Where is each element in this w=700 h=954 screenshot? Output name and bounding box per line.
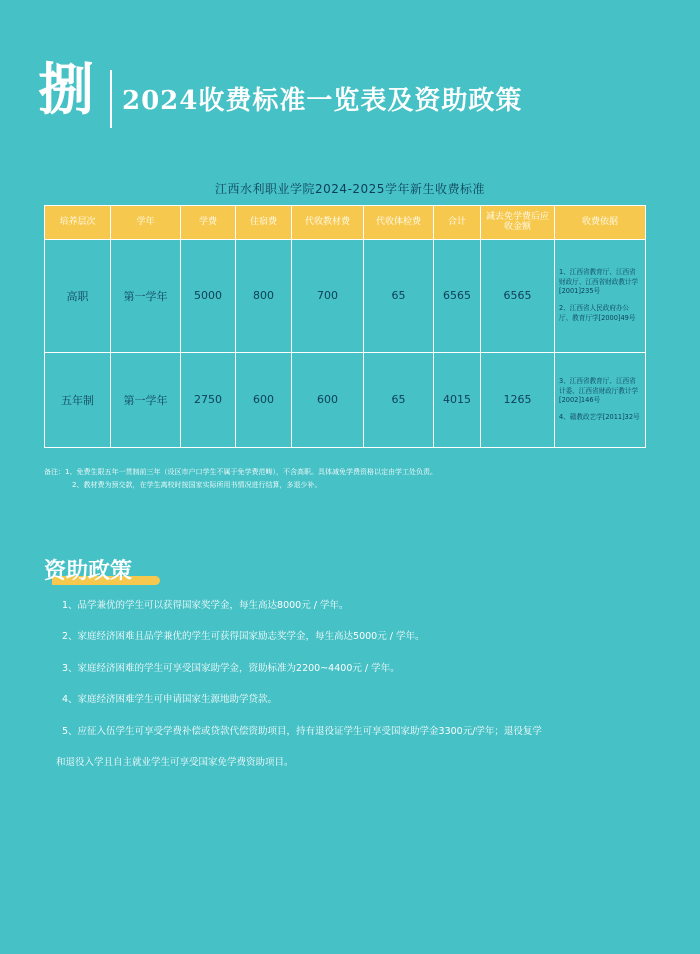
year-cell: 第一学年 bbox=[111, 240, 181, 353]
page-title: 2024收费标准一览表及资助政策 bbox=[122, 86, 523, 116]
policy-item: 2、家庭经济困难且品学兼优的学生可获得国家励志奖学金，每生高达5000元 / 学年。 bbox=[62, 631, 425, 643]
fee-table bbox=[44, 205, 646, 448]
after-waiver-cell: 6565 bbox=[481, 240, 555, 353]
tuition-cell: 5000 bbox=[181, 240, 236, 353]
column-header: 合计 bbox=[434, 206, 481, 240]
section-number-char: 捌 bbox=[38, 57, 94, 123]
column-header: 学年 bbox=[111, 206, 181, 240]
column-header: 学费 bbox=[181, 206, 236, 240]
column-header: 住宿费 bbox=[236, 206, 292, 240]
basis-text: 2、江西省人民政府办公厅、教育厅学[2000]49号 bbox=[559, 304, 636, 323]
fee-table-title: 江西水利职业学院2024-2025学年新生收费标准 bbox=[215, 182, 485, 196]
basis-text: 4、赣教政艺学[2011]32号 bbox=[559, 413, 640, 422]
policy-item: 4、家庭经济困难学生可申请国家生源地助学贷款。 bbox=[62, 694, 278, 706]
policy-list bbox=[56, 600, 672, 788]
column-header: 减去免学费后应收金额 bbox=[481, 206, 555, 240]
fee-table-header-row bbox=[45, 206, 646, 240]
basis-text: 1、江西省教育厅、江西省财政厅、江西省财政教计学[2001]235号 bbox=[559, 267, 639, 296]
policy-item-continuation: 和退役入学且自主就业学生可享受国家免学费资助项目。 bbox=[56, 756, 294, 768]
column-header: 代收体检费 bbox=[364, 206, 434, 240]
textbook-fee-cell: 600 bbox=[292, 352, 364, 447]
total-cell: 4015 bbox=[434, 352, 481, 447]
fee-table-notes bbox=[44, 466, 664, 493]
table-row bbox=[45, 352, 646, 447]
column-header: 收费依据 bbox=[555, 206, 646, 240]
title-divider bbox=[110, 70, 112, 128]
physical-exam-fee-cell: 65 bbox=[364, 352, 434, 447]
column-header: 代收教材费 bbox=[292, 206, 364, 240]
basis-text: 3、江西省教育厅、江西省计委、江西省财政厅教计学[2002]146号 bbox=[559, 376, 639, 405]
accommodation-cell: 800 bbox=[236, 240, 292, 353]
table-row bbox=[45, 240, 646, 353]
policy-item: 5、应征入伍学生可享受学费补偿或贷款代偿资助项目，持有退役证学生可享受国家助学金3300元/学年；退役复学 bbox=[62, 725, 542, 737]
year-cell: 第一学年 bbox=[111, 352, 181, 447]
note-line: 备注：1、免费生限五年一贯制前三年（设区市户口学生不属于免学费范畴），不含高职。具体减免学费资格以定由学工处负责。 bbox=[44, 468, 437, 476]
basis-cell bbox=[555, 352, 646, 447]
note-line: 2、教材费为预交款，在学生离校时按国家实际所用书情况进行结算，多退少补。 bbox=[72, 481, 322, 490]
basis-cell bbox=[555, 240, 646, 353]
after-waiver-cell: 1265 bbox=[481, 352, 555, 447]
physical-exam-fee-cell: 65 bbox=[364, 240, 434, 353]
policy-section-title: 资助政策 bbox=[44, 558, 133, 584]
textbook-fee-cell: 700 bbox=[292, 240, 364, 353]
tuition-cell: 2750 bbox=[181, 352, 236, 447]
policy-item: 1、品学兼优的学生可以获得国家奖学金，每生高达8000元 / 学年。 bbox=[62, 600, 349, 611]
accommodation-cell: 600 bbox=[236, 352, 292, 447]
policy-item: 3、家庭经济困难的学生可享受国家助学金，资助标准为2200~4400元 / 学年。 bbox=[62, 662, 400, 674]
column-header: 培养层次 bbox=[45, 206, 111, 240]
level-cell: 五年制 bbox=[45, 352, 111, 447]
level-cell: 高职 bbox=[45, 240, 111, 353]
total-cell: 6565 bbox=[434, 240, 481, 353]
